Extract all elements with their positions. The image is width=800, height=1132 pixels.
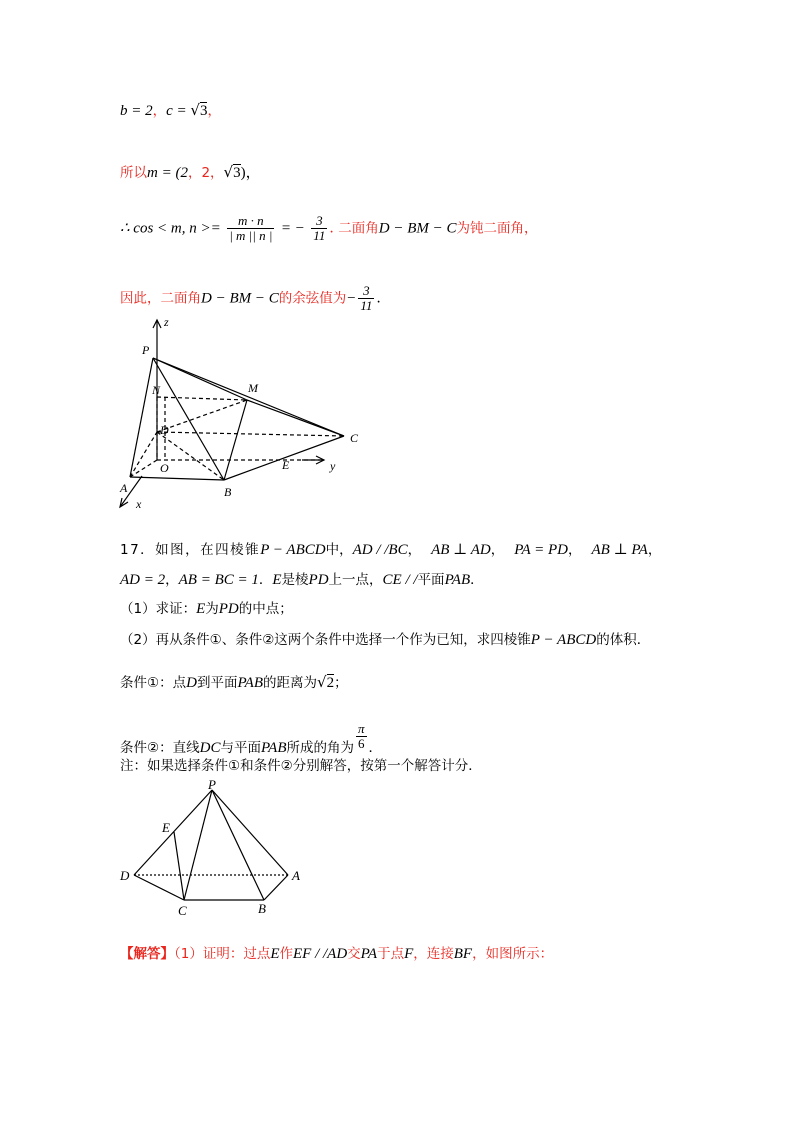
text: ，连接 (413, 946, 454, 962)
text: ； (334, 675, 348, 691)
q17-part2 (120, 630, 650, 650)
cond-ad-2: AD = 2 (120, 572, 166, 588)
value-fraction (358, 284, 374, 313)
cond-ce: CE / / (382, 572, 418, 588)
text: 上一点， (328, 572, 383, 588)
cond-ad-bc: AD / /BC (352, 542, 408, 558)
label-m: M (248, 381, 258, 395)
text-obtuse: 为钝二面角， (456, 220, 538, 237)
answer-tag: 【解答】 (120, 946, 174, 962)
label-d: D (160, 423, 169, 437)
cond-ab-pa: AB ⊥ PA (591, 542, 648, 558)
value-fraction (311, 214, 327, 243)
period: ． (258, 572, 273, 588)
pyramid-name: P − ABCD (530, 632, 597, 648)
close-paren: )， (240, 165, 261, 181)
text: 平面 (417, 572, 445, 588)
line-cos-formula (120, 214, 538, 243)
label-z: z (164, 315, 169, 329)
text: 所成的角为 (286, 740, 355, 756)
frac-num: π (358, 721, 365, 736)
plane-pab: PAB (260, 740, 287, 756)
q17-line1 (120, 540, 661, 560)
text: 条件②：直线 (120, 740, 200, 756)
label-a: A (120, 481, 128, 495)
text: 中， (325, 542, 353, 558)
cond-pa-pd: PA = PD (514, 542, 568, 558)
line-ef: EF / /AD (293, 946, 348, 962)
line-dc: DC (199, 740, 221, 756)
text: 的中点； (238, 601, 293, 617)
comma: ， (568, 542, 582, 558)
line-vector-m (120, 162, 261, 183)
q17-line2 (120, 570, 484, 590)
condition-2 (120, 722, 382, 758)
label-b: B (258, 901, 266, 916)
text: 是棱 (281, 572, 309, 588)
angle-name: D − BM − C (378, 220, 457, 237)
label-e: E (162, 820, 170, 835)
label-e: E (282, 458, 290, 472)
text: 为 (205, 601, 219, 617)
text-cos-value: 的余弦值为 (278, 290, 347, 307)
frac-den: | m || n | (229, 228, 273, 243)
cond-ab-bc: AB = BC = 1 (178, 572, 259, 588)
text: （2）再从条件①、条件②这两个条件中选择一个作为已知，求四棱锥 (120, 632, 531, 648)
text: ，如图所示： (472, 946, 554, 962)
frac-den: 11 (313, 228, 326, 243)
sqrt-value: 2 (326, 675, 335, 691)
line-bf: BF (453, 946, 473, 962)
angle-name: D − BM − C (201, 290, 279, 307)
equals-minus: = − (280, 220, 305, 237)
label-a: A (292, 868, 300, 883)
text: 与平面 (220, 740, 261, 756)
pyramid-name: P − ABCD (260, 542, 326, 558)
period: . (329, 220, 334, 237)
point-d: D (186, 675, 197, 691)
text: （1）证明：过点 (174, 946, 271, 962)
label-n: N (152, 383, 161, 397)
label-b: B (224, 485, 232, 499)
period: ． (470, 572, 484, 588)
angle-fraction (356, 722, 367, 751)
line-b-c-values (120, 100, 221, 121)
line-conclusion (120, 284, 381, 313)
point-e: E (196, 601, 206, 617)
edge-pd: PD (308, 572, 329, 588)
text: 条件①：点 (120, 675, 187, 691)
coordinate-figure (112, 312, 382, 512)
pyramid-figure (112, 780, 312, 920)
sqrt-icon: √ (190, 101, 200, 119)
frac-num: 3 (363, 283, 370, 298)
text: 到平面 (196, 675, 238, 691)
point-e: E (272, 572, 282, 588)
text-therefore: 因此，二面角 (120, 290, 201, 307)
label-o: O (160, 461, 169, 475)
period: . (376, 290, 381, 307)
comma: ， (152, 103, 167, 119)
text: 作 (279, 946, 294, 962)
label-x: x (136, 497, 142, 511)
condition-1 (120, 672, 348, 693)
label-d: D (120, 868, 130, 883)
comma: ， (165, 572, 179, 588)
text-dihedral: 二面角 (338, 220, 379, 237)
minus-sign: − (346, 290, 357, 307)
b-equation: b = 2 (120, 103, 153, 119)
sqrt-value: 3 (233, 165, 241, 181)
comma: ， (647, 542, 662, 558)
text-sep: ，2， (187, 165, 224, 181)
answer-line (120, 944, 553, 964)
therefore-cos: ∴ cos < m, n >= (120, 220, 221, 237)
text: （1）求证： (120, 601, 197, 617)
comma: ， (490, 542, 505, 558)
label-c: C (178, 903, 187, 918)
frac-num: 3 (316, 213, 323, 228)
text: 于点 (377, 946, 405, 962)
frac-den: 11 (360, 298, 373, 313)
point-e: E (270, 946, 280, 962)
comma: ， (207, 103, 221, 119)
plane-pab: PAB (237, 675, 264, 691)
frac-num: m · n (237, 213, 264, 228)
point-f: F (404, 946, 414, 962)
sqrt-icon: √ (317, 673, 327, 691)
label-c: C (350, 431, 359, 445)
period: ． (368, 740, 383, 756)
text: 的体积． (596, 632, 651, 648)
line-pa: PA (360, 946, 378, 962)
label-p: P (208, 780, 216, 792)
plane-pab: PAB (444, 572, 471, 588)
text-suoyi: 所以 (120, 165, 147, 181)
comma: ， (407, 542, 422, 558)
note: 注：如果选择条件①和条件②分别解答，按第一个解答计分． (120, 758, 482, 774)
vector-m: m = (2 (147, 165, 188, 181)
dot-product-fraction (227, 214, 274, 243)
q17-part1 (120, 599, 293, 619)
edge-pd: PD (218, 601, 239, 617)
q17-intro: 17．如图，在四棱锥 (120, 542, 261, 558)
label-p: P (142, 343, 150, 357)
sqrt-icon: √ (223, 163, 234, 181)
text: 交 (347, 946, 361, 962)
text: 的距离为 (263, 675, 318, 691)
frac-den: 6 (356, 736, 367, 751)
c-equation: c = (166, 103, 191, 119)
cond-ab-ad: AB ⊥ AD (431, 542, 491, 558)
label-y: y (330, 459, 336, 473)
c-sqrt-value: 3 (199, 103, 208, 119)
